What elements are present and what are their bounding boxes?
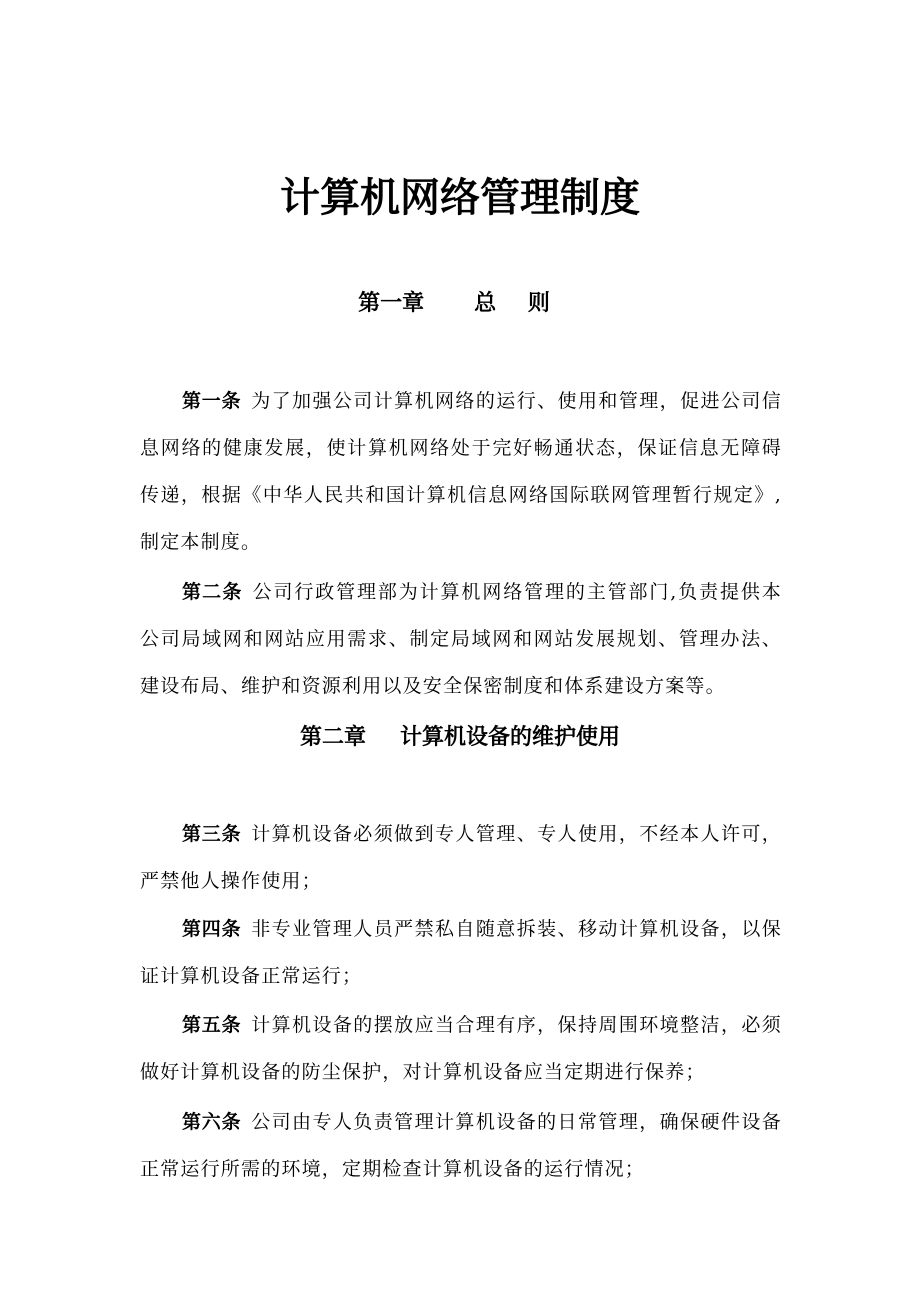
article-text: 计算机设备的摆放应当合理有序，保持周围环境整洁，必须做好计算机设备的防尘保护，对计算机设备应当定期进行保养； bbox=[140, 1014, 782, 1083]
article-paragraph bbox=[140, 811, 782, 905]
article-paragraph bbox=[140, 378, 782, 566]
chapter-title: 总 则 bbox=[474, 291, 562, 316]
article-label: 第一条 bbox=[182, 390, 242, 412]
article-text: 计算机设备必须做到专人管理、专人使用，不经本人许可，严禁他人操作使用； bbox=[140, 823, 782, 892]
article-paragraph bbox=[140, 569, 782, 710]
article-label: 第四条 bbox=[182, 918, 242, 940]
chapter-title: 计算机设备的维护使用 bbox=[400, 725, 621, 750]
chapter-heading bbox=[0, 288, 920, 320]
chapter-label: 第二章 bbox=[299, 725, 366, 750]
article-paragraph bbox=[140, 1002, 782, 1096]
article-text: 公司行政管理部为计算机网络管理的主管部门,负责提供本公司局域网和网站应用需求、制定局域网和网站发展规划、管理办法、建设布局、维护和资源利用以及安全保密制度和体系建设方案等。 bbox=[140, 581, 782, 697]
article-label: 第三条 bbox=[182, 823, 242, 845]
article-label: 第二条 bbox=[182, 581, 243, 603]
article-text: 公司由专人负责管理计算机设备的日常管理，确保硬件设备正常运行所需的环境，定期检查计算机设备的运行情况； bbox=[140, 1111, 782, 1180]
document-title: 计算机网络管理制度 bbox=[280, 175, 640, 221]
chapter-heading bbox=[0, 722, 920, 754]
article-text: 非专业管理人员严禁私自随意拆装、移动计算机设备，以保证计算机设备正常运行； bbox=[140, 918, 782, 987]
article-paragraph bbox=[140, 906, 782, 1000]
article-paragraph bbox=[140, 1099, 782, 1193]
chapter-label: 第一章 bbox=[358, 291, 425, 316]
article-text: 为了加强公司计算机网络的运行、使用和管理，促进公司信息网络的健康发展，使计算机网络处于完好畅通状态，保证信息无障碍传递，根据《中华人民共和国计算机信息网络国际联网管理暂行规定》,制定本制度。 bbox=[140, 390, 782, 553]
article-label: 第五条 bbox=[182, 1014, 242, 1036]
article-label: 第六条 bbox=[182, 1111, 242, 1133]
